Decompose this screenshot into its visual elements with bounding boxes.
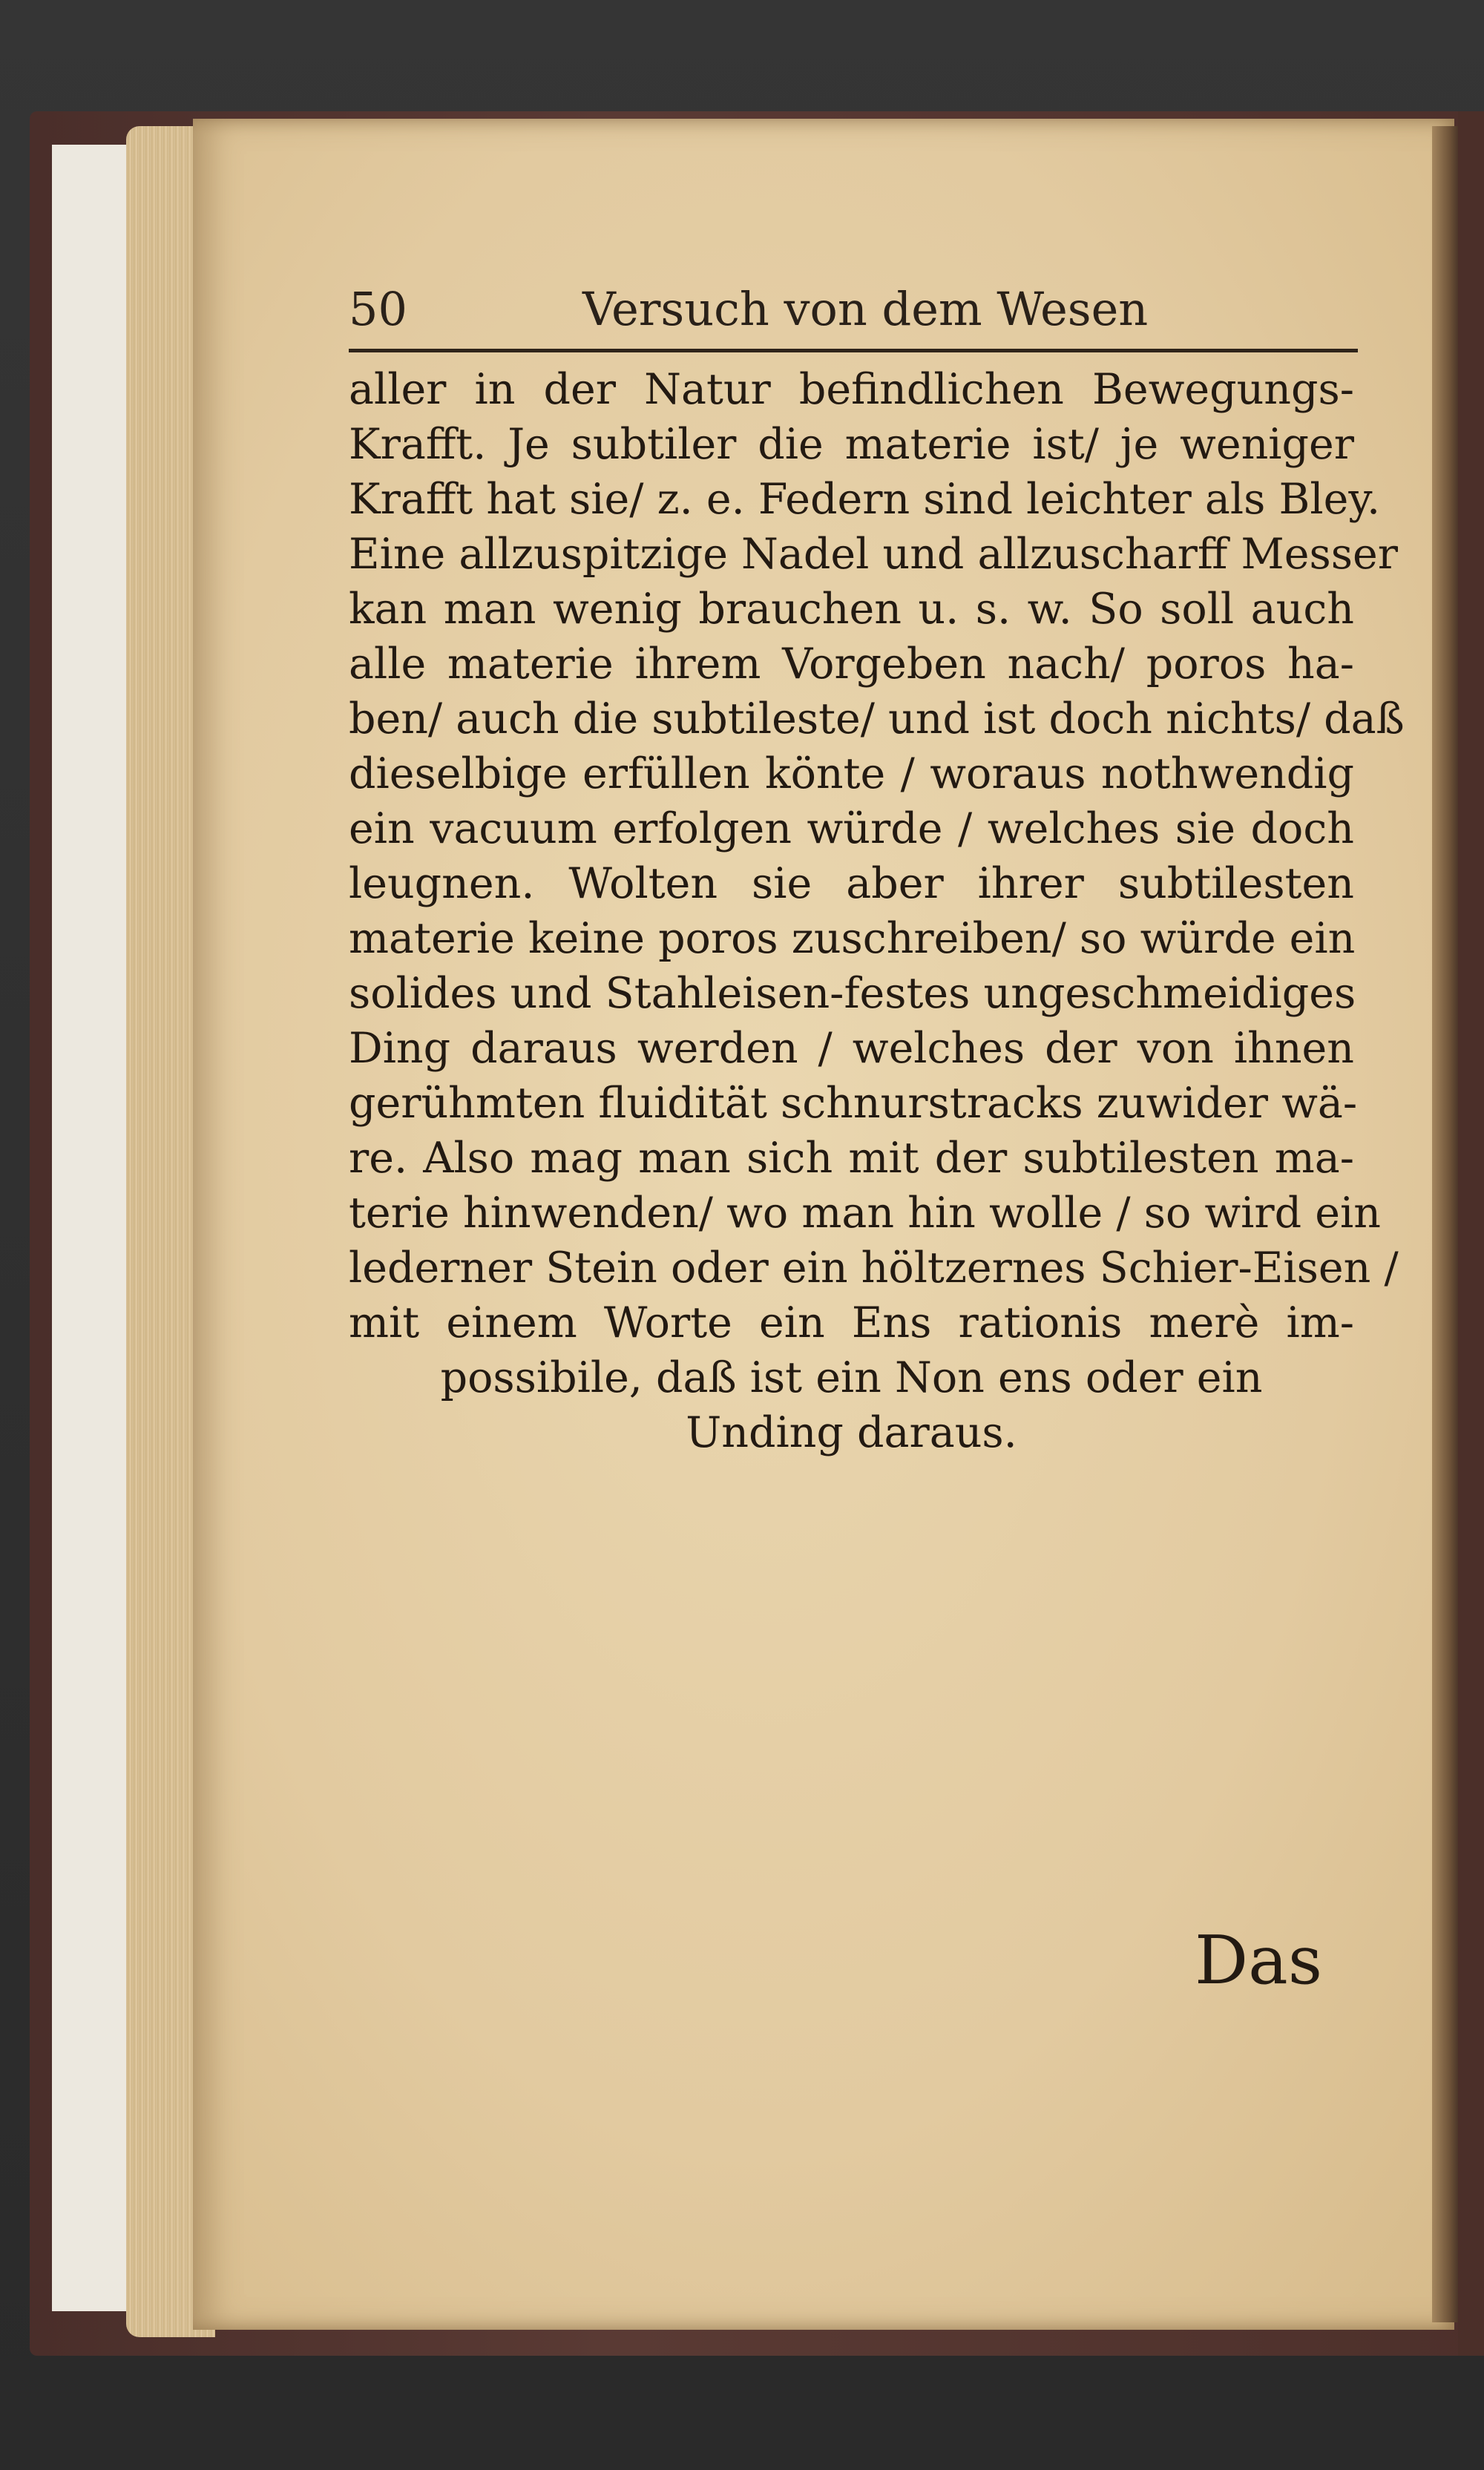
text-line: mit einem Worte ein Ens rationis merè im-	[349, 1298, 1354, 1347]
text-line: re. Also mag man sich mit der subtilesten ma-	[349, 1134, 1354, 1183]
text-line: dieselbige erfüllen könte / woraus nothwendig	[349, 749, 1354, 798]
text-line: solides und Stahleisen-festes ungeschmeidiges	[349, 969, 1356, 1018]
text-line: terie hinwenden/ wo man hin wolle / so wird ein	[349, 1189, 1381, 1238]
page-gutter	[1432, 126, 1462, 2322]
page-header	[349, 282, 1358, 341]
text-line: ein vacuum erfolgen würde / welches sie doch	[349, 804, 1354, 853]
page-number: 50	[349, 282, 407, 336]
text-line: kan man wenig brauchen u. s. w. So soll auch	[349, 585, 1354, 634]
text-line: Unding daraus.	[686, 1408, 1017, 1457]
text-line: leugnen. Wolten sie aber ihrer subtilesten	[349, 859, 1354, 908]
text-line: aller in der Natur befindlichen Bewegungs-	[349, 365, 1354, 414]
text-line: ben/ auch die subtileste/ und ist doch nichts/ daß	[349, 694, 1405, 743]
text-line: materie keine poros zuschreiben/ so würde ein	[349, 914, 1356, 963]
text-line: Ding daraus werden / welches der von ihnen	[349, 1024, 1354, 1073]
spine-edge	[1458, 111, 1484, 2356]
text-line: alle materie ihrem Vorgeben nach/ poros ha-	[349, 640, 1354, 689]
catchword: Das	[1195, 1922, 1323, 2000]
text-line: Krafft. Je subtiler die materie ist/ je weniger	[349, 420, 1354, 469]
running-title: Versuch von dem Wesen	[582, 282, 1149, 336]
text-line: lederner Stein oder ein höltzernes Schier-Eisen /	[349, 1244, 1399, 1293]
header-rule	[349, 349, 1358, 352]
text-line: possibile, daß ist ein Non ens oder ein	[440, 1353, 1263, 1402]
text-line: Eine allzuspitzige Nadel und allzuscharff Messer	[349, 530, 1399, 579]
text-line: Krafft hat sie/ z. e. Federn sind leichter als Bley.	[349, 475, 1381, 524]
text-line: gerühmten fluidität schnurstracks zuwider wä-	[349, 1079, 1358, 1128]
